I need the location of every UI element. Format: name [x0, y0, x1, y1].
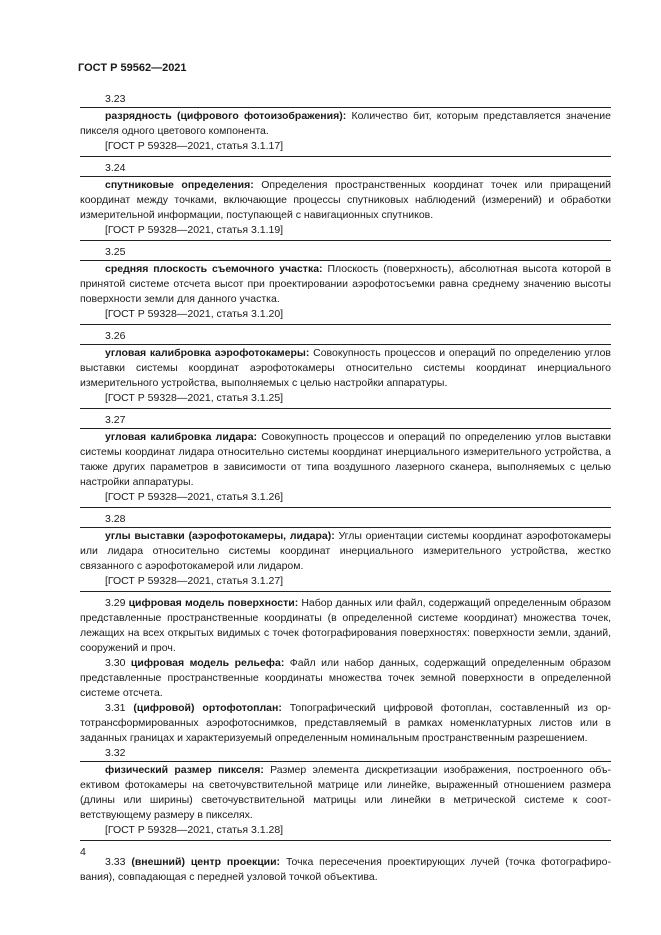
term-number: 3.31: [105, 702, 126, 714]
term-number: 3.32: [105, 747, 126, 759]
term-number: 3.27: [105, 414, 126, 426]
term-3-26: [80, 329, 611, 409]
term-number: 3.26: [105, 330, 126, 342]
term-3-23: [80, 92, 611, 157]
term-number: 3.23: [105, 93, 126, 105]
term-3-24: [80, 161, 611, 241]
term-source: [ГОСТ Р 59328—2021, статья 3.1.19]: [105, 224, 284, 236]
term-3-31: [80, 701, 611, 746]
term-3-32: [80, 746, 611, 841]
term-3-33: [80, 855, 611, 885]
term-text: Файл или набор данных, содержащий определенным образом представленные пространственные координаты множества точек земной поверхности в определенной системе отсчета.: [80, 657, 611, 699]
term-name: углы выставки (аэрофотокамеры, лидара):: [105, 530, 335, 542]
term-name: цифровая модель поверхности:: [128, 597, 299, 609]
term-text: Размер элемента дискретизации изображения, построенного объективом фотокамеры на светочувствительной матрице или линейке, выраженный отношением размера (длины или ширины) светочувствительной матрицы или линейки в метрической системе к соответствующему размеру в пикселях.: [80, 764, 611, 821]
term-text: Совокупность процессов и операций по определению углов выставки системы координат лидара относительно системы координат инерциального измерительного устройства, а также других параметров в зависимости от типа воздушного лазерного сканера, выполняемых с целью настройки аппаратуры.: [80, 431, 611, 488]
term-source: [ГОСТ Р 59328—2021, статья 3.1.27]: [105, 575, 284, 587]
term-source: [ГОСТ Р 59328—2021, статья 3.1.25]: [105, 392, 284, 404]
term-definition: [80, 763, 611, 823]
page-number: 4: [80, 846, 86, 858]
term-box: [80, 260, 611, 325]
term-box: [80, 176, 611, 241]
term-text: Определения пространственных координат точек или приращений координат между точками, включающие процессы спутниковых наблюдений (измерений) и обработки измерительной информации, поступающей с навигационных спутников.: [80, 179, 611, 221]
document-body: [80, 92, 611, 885]
term-text: Количество бит, которым представляется значение пикселя одного цветового компонента.: [80, 110, 612, 137]
term-3-28: [80, 512, 611, 592]
term-box: [80, 761, 611, 841]
term-name: средняя плоскость съемочного участка:: [105, 263, 323, 275]
term-box: [80, 344, 611, 409]
term-name: физический размер пикселя:: [105, 764, 264, 776]
term-source: [ГОСТ Р 59328—2021, статья 3.1.28]: [105, 824, 284, 836]
term-number: 3.24: [105, 162, 126, 174]
term-name: спутниковые определения:: [105, 179, 254, 191]
term-name: угловая калибровка лидара:: [105, 431, 258, 443]
term-source: [ГОСТ Р 59328—2021, статья 3.1.17]: [105, 140, 284, 152]
term-text: Углы ориентации системы координат аэрофотокамеры или лидара относительно системы координат инерциального измерительного устройства, жестко связанного с аэрофотокамерой или лидаром.: [80, 530, 611, 572]
term-name: (цифровой) ортофотоплан:: [133, 702, 282, 714]
term-3-30: [80, 656, 611, 701]
term-number: 3.28: [105, 513, 126, 525]
term-definition: [80, 178, 611, 223]
term-source: [ГОСТ Р 59328—2021, статья 3.1.26]: [105, 491, 284, 503]
term-text: Совокупность процессов и операций по определению углов выставки системы координат аэрофотокамеры относительно системы координат инерциального измерительного устройства, выполняемых с целью настройки аппаратуры.: [80, 347, 611, 389]
term-definition: [80, 109, 611, 139]
term-3-29: [80, 596, 611, 656]
term-box: [80, 527, 611, 592]
term-text: Топографический цифровой фотоплан, составленный из ортотрансформированных аэрофотоснимков, представляемый в рамках номенклатурных листов или в заданных границах и характеризуемый определенным номинальным пространственным разрешением.: [80, 702, 612, 744]
term-name: цифровая модель рельефа:: [130, 657, 285, 669]
term-box: [80, 107, 611, 157]
term-text: Точка пересечения проектирующих лучей (точка фотографирования), совпадающая с передней узловой точкой объектива.: [80, 856, 611, 883]
term-name: угловая калибровка аэрофотокамеры:: [105, 347, 310, 359]
page-header: ГОСТ Р 59562—2021: [78, 62, 187, 74]
term-source: [ГОСТ Р 59328—2021, статья 3.1.20]: [105, 308, 284, 320]
term-definition: [80, 430, 611, 490]
term-number: 3.30: [105, 657, 126, 669]
term-definition: [80, 346, 611, 391]
term-name: разрядность (цифрового фотоизображения):: [105, 110, 347, 122]
term-number: 3.33: [105, 856, 126, 868]
term-definition: [80, 262, 611, 307]
term-text: Плоскость (поверхность), абсолютная высота которой в принятой системе отсчета высот при проектировании аэрофотосъемки равна среднему значению высоты поверхности земли для данного участка.: [80, 263, 611, 305]
term-box: [80, 428, 611, 508]
term-name: (внешний) центр проекции:: [131, 856, 281, 868]
term-number: 3.29: [105, 597, 126, 609]
term-3-27: [80, 413, 611, 508]
term-definition: [80, 529, 611, 574]
term-text: Набор данных или файл, содержащий определенным образом представленные пространственные координаты (в определенной системе координат) множества точек, лежащих на всех открытых видимых с точек фотографирования поверхностях: поверхности земли, зданий, сооружений и проч.: [80, 597, 612, 654]
term-3-25: [80, 245, 611, 325]
term-number: 3.25: [105, 246, 126, 258]
